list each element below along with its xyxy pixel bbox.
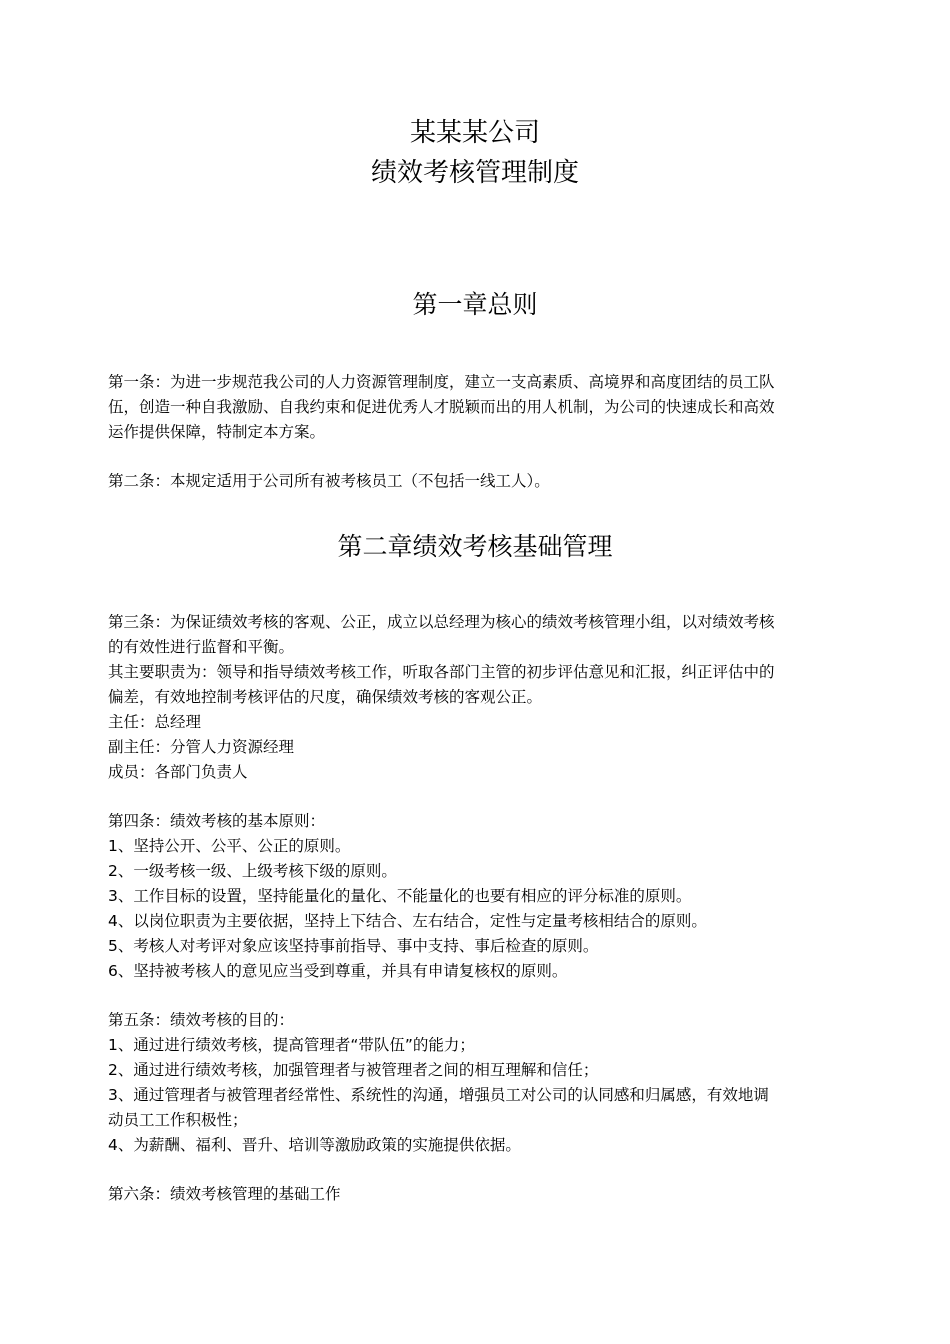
list-item: 3、工作目标的设置，坚持能量化的量化、不能量化的也要有相应的评分标准的原则。 (108, 887, 692, 905)
list-item: 1、通过进行绩效考核，提高管理者“带队伍”的能力； (108, 1036, 475, 1054)
article-4 (108, 809, 843, 984)
list-item: 4、以岗位职责为主要依据，坚持上下结合、左右结合，定性与定量考核相结合的原则。 (108, 912, 707, 930)
company-name: 某某某公司 (409, 118, 540, 148)
paragraph-line: 第五条：绩效考核的目的： (108, 1011, 295, 1029)
article-6 (108, 1182, 843, 1207)
list-item: 4、为薪酬、福利、晋升、培训等激励政策的实施提供依据。 (108, 1136, 521, 1154)
paragraph-line: 第三条：为保证绩效考核的客观、公正，成立以总经理为核心的绩效考核管理小组，以对绩效考核 (108, 613, 775, 631)
list-item: 3、通过管理者与被管理者经常性、系统性的沟通，增强员工对公司的认同感和归属感，有效地调 (108, 1086, 769, 1104)
paragraph-line: 主任：总经理 (108, 713, 202, 731)
paragraph-line: 的有效性进行监督和平衡。 (108, 638, 295, 656)
chapter-2-heading: 第二章绩效考核基础管理 (337, 532, 613, 561)
article-5 (108, 1008, 843, 1158)
list-item: 1、坚持公开、公平、公正的原则。 (108, 837, 351, 855)
paragraph-line: 第一条：为进一步规范我公司的人力资源管理制度，建立一支高素质、高境界和高度团结的员工队 (108, 373, 775, 391)
list-item: 动员工工作积极性； (108, 1111, 248, 1129)
list-item: 2、通过进行绩效考核，加强管理者与被管理者之间的相互理解和信任； (108, 1061, 599, 1079)
article-2 (108, 469, 843, 494)
list-item: 2、一级考核一级、上级考核下级的原则。 (108, 862, 397, 880)
document-title: 绩效考核管理制度 (370, 158, 579, 188)
paragraph-line: 其主要职责为：领导和指导绩效考核工作，听取各部门主管的初步评估意见和汇报，纠正评估中的 (108, 663, 775, 681)
paragraph-line: 运作提供保障，特制定本方案。 (108, 423, 326, 441)
chapter-1-heading: 第一章总则 (412, 290, 538, 319)
article-3 (108, 610, 843, 785)
article-1 (108, 370, 843, 445)
paragraph-line: 第二条：本规定适用于公司所有被考核员工（不包括一线工人）。 (108, 472, 550, 490)
paragraph-line: 偏差，有效地控制考核评估的尺度，确保绩效考核的客观公正。 (108, 688, 543, 706)
paragraph-line: 第六条：绩效考核管理的基础工作 (108, 1185, 341, 1203)
list-item: 5、考核人对考评对象应该坚持事前指导、事中支持、事后检查的原则。 (108, 937, 599, 955)
paragraph-line: 伍，创造一种自我激励、自我约束和促进优秀人才脱颖而出的用人机制，为公司的快速成长和高效 (108, 398, 775, 416)
paragraph-line: 第四条：绩效考核的基本原则： (108, 812, 326, 830)
paragraph-line: 副主任：分管人力资源经理 (108, 738, 295, 756)
list-item: 6、坚持被考核人的意见应当受到尊重，并具有申请复核权的原则。 (108, 962, 568, 980)
paragraph-line: 成员：各部门负责人 (108, 763, 248, 781)
